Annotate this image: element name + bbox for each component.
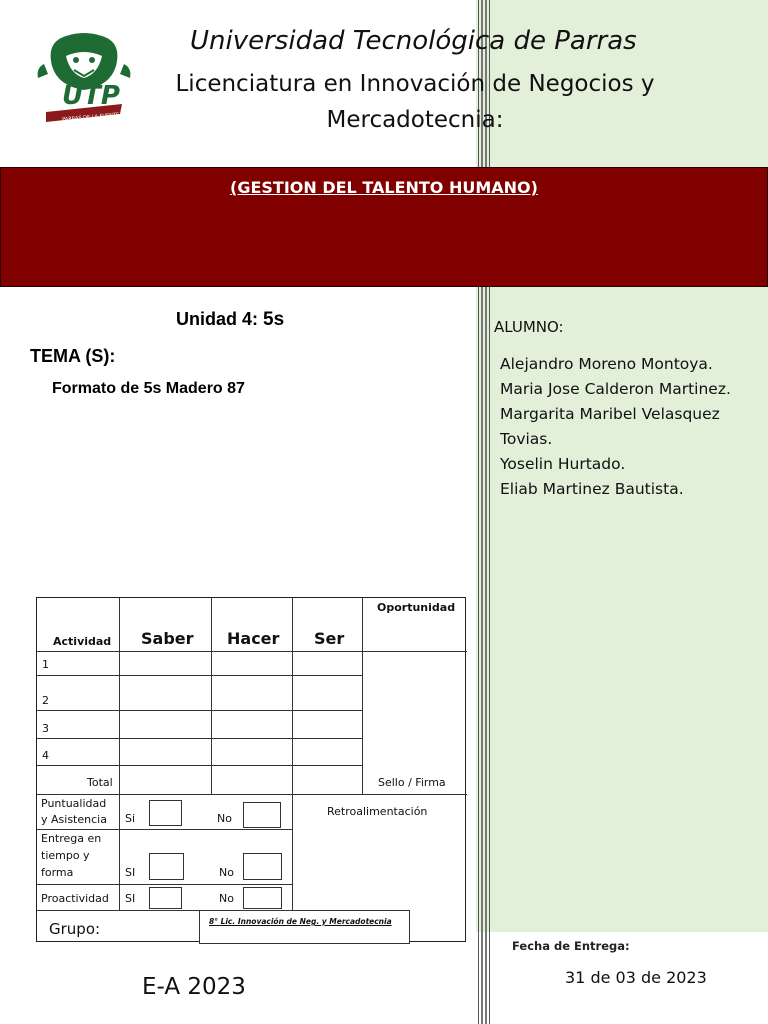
svg-text:PARRAS DE LA FUENTE: PARRAS DE LA FUENTE — [61, 111, 120, 123]
student-line: Alejandro Moreno Montoya. — [500, 355, 713, 373]
no-checkbox[interactable] — [243, 802, 281, 828]
yes-label: Si — [125, 812, 136, 825]
svg-text:UTP: UTP — [62, 81, 120, 111]
subject-title: (GESTION DEL TALENTO HUMANO) — [230, 178, 538, 197]
student-line: Margarita Maribel Velasquez — [500, 405, 720, 423]
header-hacer: Hacer — [227, 629, 280, 648]
unit-heading — [176, 309, 284, 331]
subject-banner — [0, 167, 768, 287]
student-line: Yoselin Hurtado. — [500, 455, 626, 473]
topic-label: TEMA (S): — [30, 346, 116, 366]
students-list — [500, 352, 762, 502]
total-label: Total — [87, 776, 113, 789]
table-rule — [292, 794, 293, 910]
table-rule — [37, 710, 362, 711]
student-line: Maria Jose Calderon Martinez. — [500, 380, 731, 398]
criterion-label: Puntualidad y Asistencia — [41, 797, 107, 826]
table-rule — [37, 794, 467, 795]
table-rule — [37, 651, 467, 652]
no-checkbox[interactable] — [243, 887, 282, 909]
no-checkbox[interactable] — [243, 853, 282, 880]
unit-value: 5s — [263, 309, 285, 330]
delivery-label: Fecha de Entrega: — [512, 939, 630, 953]
career-name: Licenciatura en Innovación de Negocios y Mercadotecnia: — [175, 71, 655, 133]
table-rule — [37, 765, 362, 766]
row-number: 1 — [42, 658, 49, 671]
student-line: Eliab Martinez Bautista. — [500, 480, 684, 498]
table-rule — [37, 738, 362, 739]
evaluation-table — [36, 597, 466, 942]
divider-line — [478, 0, 479, 1024]
row-number: 4 — [42, 749, 49, 762]
row-number: 2 — [42, 694, 49, 707]
right-panel — [476, 0, 768, 1024]
student-line: Tovias. — [500, 430, 553, 448]
no-label: No — [217, 812, 232, 825]
yes-checkbox[interactable] — [149, 853, 184, 880]
divider-line — [489, 0, 490, 1024]
yes-label: SI — [125, 892, 136, 905]
topic-value: Formato de 5s Madero 87 — [52, 380, 245, 397]
criterion-label: Entrega en tiempo y forma — [41, 832, 102, 879]
yes-checkbox[interactable] — [149, 800, 182, 826]
table-rule — [119, 794, 120, 910]
criterion-label: Proactividad — [41, 892, 109, 905]
table-rule — [362, 598, 363, 794]
header-activity: Actividad — [53, 635, 112, 648]
table-rule — [37, 884, 292, 885]
no-label: No — [219, 866, 234, 879]
group-field — [199, 910, 410, 944]
no-label: No — [219, 892, 234, 905]
yes-checkbox[interactable] — [149, 887, 182, 909]
row-number: 3 — [42, 722, 49, 735]
header-saber: Saber — [141, 629, 194, 648]
unit-label: Unidad 4: — [176, 309, 264, 329]
divider-line — [485, 0, 487, 1024]
group-label: Grupo: — [49, 920, 101, 938]
feedback-label: Retroalimentación — [327, 805, 428, 818]
header-ser: Ser — [314, 629, 345, 648]
students-label: ALUMNO: — [494, 318, 564, 336]
period-label: E-A 2023 — [142, 974, 246, 1000]
group-value: 8° Lic. Innovación de Neg. y Mercadotecnia — [209, 917, 392, 926]
university-name: Universidad Tecnológica de Parras — [190, 26, 637, 56]
table-rule — [37, 675, 362, 676]
utp-logo-icon — [32, 28, 136, 124]
yes-label: SI — [125, 866, 136, 879]
header-oportunidad: Oportunidad — [377, 601, 456, 614]
divider-line — [481, 0, 483, 1024]
seal-label: Sello / Firma — [378, 776, 446, 789]
delivery-date: 31 de 03 de 2023 — [565, 968, 707, 987]
